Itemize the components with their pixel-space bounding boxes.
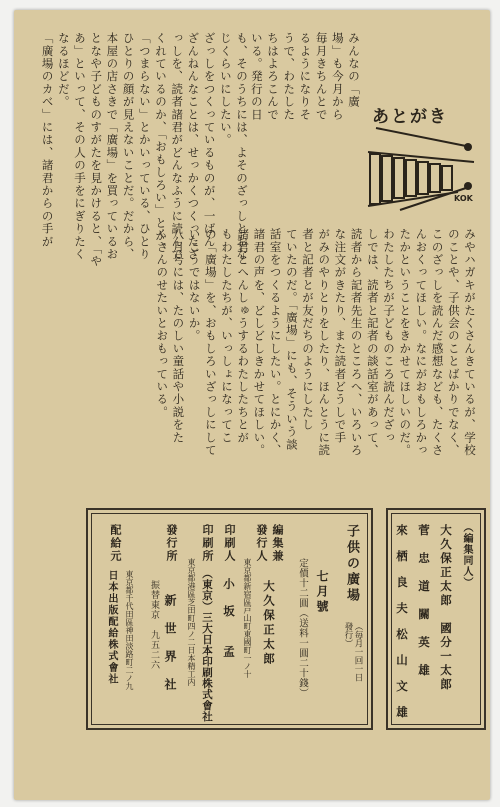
editors-heading: （編集同人） [461, 522, 472, 588]
afterword-text-column: 八月号には、たのしい童話や小説をた [171, 228, 186, 444]
afterword-text-column: 「廣場のカベ」には、諸君からの手が [40, 32, 55, 248]
afterword-text-column: くさんのせたいとおもっている。 [155, 228, 170, 419]
distributor: 日本出版配給株式會社 [106, 570, 117, 685]
afterword-text-column: わたしたちが子どものころ読んだざっ [382, 228, 396, 444]
issue-frequency: （毎月一回一日發行） [343, 622, 363, 682]
print-shop-address: 東京都港區芝田町四ノ二日本精工内 [187, 558, 196, 686]
magazine-page [14, 10, 490, 800]
afterword-text-column: っしを、読者諸君がどんなふうに読んで [170, 32, 185, 261]
afterword-text-column: みんなの「廣 [347, 32, 361, 109]
publisher-office-label: 發行所 [165, 524, 178, 563]
editors-row: 大久保正太郎 國分一太郎 [439, 524, 453, 692]
distributor-address: 東京都千代田區神田淡路町二ノ九 [125, 570, 134, 690]
afterword-text-column: るようになりそ [298, 32, 313, 121]
price: 定價十二圓（送料一圓二十錢） [297, 558, 308, 698]
editor-address: 東京都新宿區戸山町東國町一ノ十 [243, 558, 252, 678]
afterword-text-column: このざっしを読んだ感想なども、たくさ [430, 228, 445, 457]
distributor-label: 配給元 [109, 524, 122, 563]
transfer-account: 振替東京 九五二六 [149, 580, 159, 670]
afterword-text-column: のことや、子供会のことばかりでなく、 [446, 228, 461, 457]
magazine-title: 子供の廣場 [344, 524, 359, 604]
afterword-text-column: いる。発行の日 [249, 32, 264, 121]
publisher-office: 新 世 界 社 [163, 594, 177, 692]
editor-name: 大久保正太郎 [262, 580, 276, 667]
afterword-text-column: 者と記者とが友だちのようにしたし [301, 228, 315, 432]
afterword-text-column: くれているのか、「おもしろい」とか、 [154, 32, 168, 255]
afterword-text-column: ちはよろこんで [266, 32, 280, 121]
issue-label: 七月號 [315, 570, 329, 615]
afterword-text-column: たかということをきかせてほしいのだ。 [398, 228, 413, 457]
editors-row: 來 栖 良 夫 松 山 文 雄 [395, 524, 409, 719]
afterword-text-column: あ」といって、その人の手をにぎりたく [73, 32, 87, 261]
printer-name: 小 坂 孟 [222, 578, 236, 659]
afterword-text-column: 読者から記者先生のところへ、いろいろ [349, 228, 364, 457]
afterword-text-column: んおくってほしい。なにがおもしろかっ [414, 228, 429, 457]
afterword-text-column: もわたしたちが、いっしょになってこ [220, 228, 234, 444]
colophon-box [86, 508, 373, 730]
afterword-text-column: みやハガキがたくさんきているが、学校 [463, 228, 477, 457]
afterword-text-column: の「廣場」を、おもしろいざっしにして [203, 228, 218, 457]
editors-row: 菅 忠 道 關 英 雄 [417, 524, 431, 678]
afterword-text-column: ていたのだ。「廣場」にも、そういう談 [284, 228, 299, 451]
afterword-text-column: 話室をつくるようにしたい。とにかく、 [268, 228, 283, 457]
editor-label: 編集兼 [271, 524, 284, 563]
afterword-text-column: うで、わたした [282, 32, 297, 121]
afterword-text-column: 場」も今月から [330, 32, 345, 121]
afterword-text-column: 諸君とへんしゅうするわたしたちとが [236, 228, 251, 444]
printer-label: 印刷人 [223, 524, 236, 563]
print-shop: （東京）三大日本印刷株式會社 [201, 568, 213, 722]
afterword-text-column: 本屋の店さきで「廣場」を買っているお [105, 32, 120, 261]
afterword-text-column: いこうではないか。 [187, 228, 202, 343]
afterword-text-column: じくらいにしたい。 [218, 32, 233, 147]
publisher-label: 發行人 [255, 524, 268, 563]
print-shop-label: 印刷所 [201, 524, 214, 563]
afterword-text-column: な注文がきたり、また読者どうしで手 [333, 228, 348, 444]
afterword-text-column: なるほどだ。 [56, 32, 71, 109]
afterword-text-column: 諸君の声を、どしどしきかせてほしい。 [252, 228, 267, 457]
afterword-title: あとがき [372, 107, 448, 127]
afterword-text-column: 「つまらない」とかいっている、ひとり [137, 32, 152, 261]
afterword-text-column: ざんねんなことは、せっかくつくったざ [186, 32, 201, 261]
afterword-text-column: となや子どものすがたを見かけると、「や [89, 32, 104, 268]
afterword-text-column: も、そのうちには、よそのざっしとおな [235, 32, 249, 261]
afterword-text-column: ざっしをつくっているものが、一ばん [202, 32, 217, 248]
logo-mark: KOK [454, 194, 473, 203]
afterword-text-column: がみのやりとりをしたり、ほんとうに読 [317, 228, 332, 457]
afterword-text-column: 毎月きちんとで [314, 32, 329, 121]
afterword-text-column: しでは、読者と記者の談話室があって、 [365, 228, 380, 457]
afterword-text-column: ひとりの顔が見えないことだ。だから、 [121, 32, 136, 261]
editors-box [386, 508, 486, 730]
